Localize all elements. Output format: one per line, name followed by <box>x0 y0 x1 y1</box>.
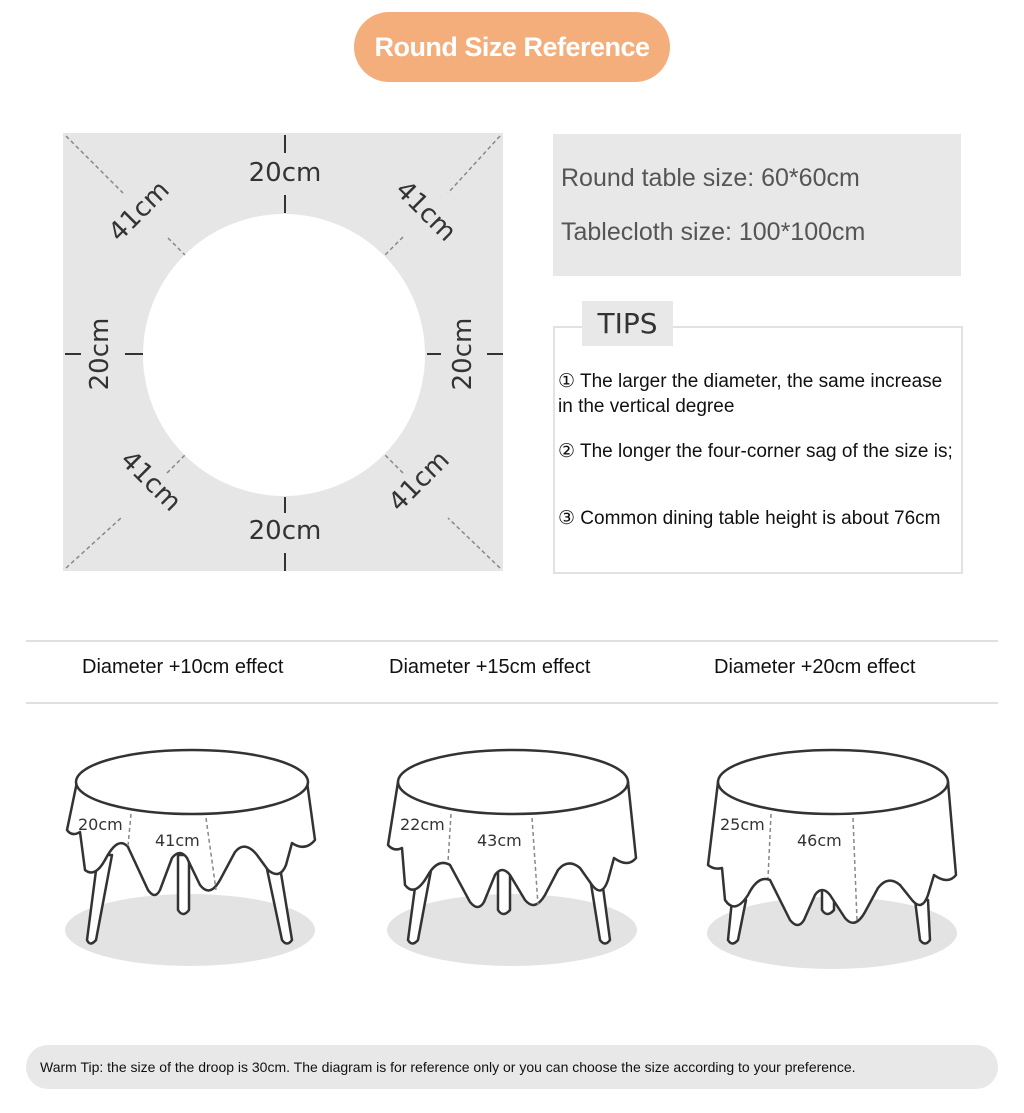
table-illustration-20cm <box>690 740 990 980</box>
tablecloth-top-view-diagram <box>63 133 503 571</box>
tablecloth-top-view-graphic <box>63 133 503 571</box>
side-drop-label: 25cm <box>720 815 765 834</box>
tip-item-2: ② The longer the four-corner sag of the size is; <box>558 441 953 462</box>
table-illustration-15cm <box>370 740 670 980</box>
corner-drop-label: 41cm <box>155 831 200 850</box>
size-info-box <box>553 134 961 276</box>
left-drop-label: 20cm <box>85 317 115 391</box>
divider-bottom <box>26 702 998 704</box>
right-drop-label: 20cm <box>448 317 478 391</box>
bottom-right-corner-label: 41cm <box>383 445 456 518</box>
warm-tip-banner <box>26 1045 998 1089</box>
table-illustration-10cm <box>50 740 350 980</box>
round-table-size: Round table size: 60*60cm <box>561 164 860 192</box>
top-left-corner-label: 41cm <box>103 175 176 248</box>
top-right-corner-label: 41cm <box>389 175 462 248</box>
table-circle <box>143 214 425 496</box>
title-banner <box>354 12 670 82</box>
tablecloth-size: Tablecloth size: 100*100cm <box>561 218 866 246</box>
corner-drop-label: 46cm <box>797 831 842 850</box>
side-drop-label: 20cm <box>78 815 123 834</box>
warm-tip-text: Warm Tip: the size of the droop is 30cm. The diagram is for reference only or you can choose the size according to your preference. <box>40 1059 856 1075</box>
corner-drop-label: 43cm <box>477 831 522 850</box>
tip-item-3: ③ Common dining table height is about 76cm <box>558 508 941 529</box>
bottom-left-corner-label: 41cm <box>114 445 187 518</box>
effect-label-15cm: Diameter +15cm effect <box>389 656 591 678</box>
top-drop-label: 20cm <box>248 158 322 188</box>
effect-label-20cm: Diameter +20cm effect <box>714 656 916 678</box>
page-title: Round Size Reference <box>374 31 650 62</box>
tips-heading: TIPS <box>582 301 673 346</box>
tip-item-1: ① The larger the diameter, the same increase in the vertical degree <box>558 371 943 417</box>
bottom-drop-label: 20cm <box>248 516 322 546</box>
divider-top <box>26 640 998 642</box>
effect-label-10cm: Diameter +10cm effect <box>82 656 284 678</box>
side-drop-label: 22cm <box>400 815 445 834</box>
